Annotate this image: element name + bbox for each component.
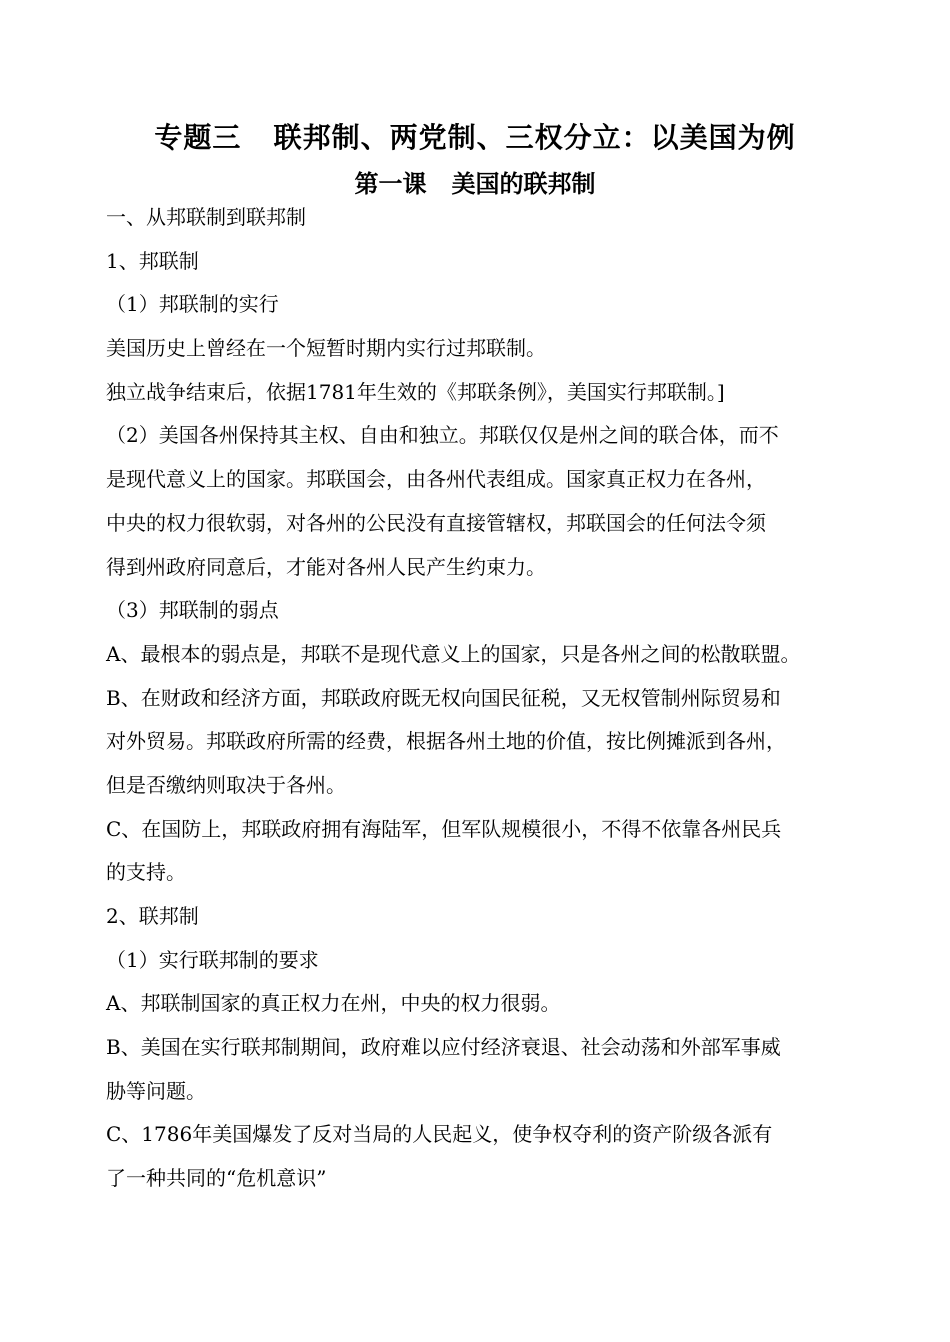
paragraph-line: 独立战争结束后，依据1781年生效的《邦联条例》，美国实行邦联制。] — [106, 379, 725, 404]
paragraph-line: A、最根本的弱点是，邦联不是现代意义上的国家，只是各州之间的松散联盟。 — [106, 641, 801, 666]
paragraph-line: C、在国防上，邦联政府拥有海陆军，但军队规模很小，不得不依靠各州民兵 — [106, 816, 782, 841]
paragraph-line: （2）美国各州保持其主权、自由和独立。邦联仅仅是州之间的联合体，而不 — [106, 423, 779, 448]
paragraph-line: 胁等问题。 — [106, 1078, 206, 1103]
paragraph-line: 是现代意义上的国家。邦联国会，由各州代表组成。国家真正权力在各州， — [106, 467, 766, 492]
subsection-heading: 2、联邦制 — [106, 904, 199, 928]
paragraph-line: 了一种共同的“危机意识” — [106, 1166, 327, 1191]
paragraph-line: 但是否缴纳则取决于各州。 — [106, 772, 346, 797]
paragraph-line: 美国历史上曾经在一个短暂时期内实行过邦联制。 — [106, 336, 546, 361]
item-heading: （1）实行联邦制的要求 — [106, 947, 319, 972]
section-heading: 一、从邦联制到联邦制 — [106, 205, 306, 229]
paragraph-line: 中央的权力很软弱，对各州的公民没有直接管辖权，邦联国会的任何法令须 — [106, 510, 766, 535]
paragraph-line: C、1786年美国爆发了反对当局的人民起义，使争权夺利的资产阶级各派有 — [106, 1122, 773, 1147]
lesson-title: 第一课 美国的联邦制 — [354, 170, 596, 198]
paragraph-line: 对外贸易。邦联政府所需的经费，根据各州土地的价值，按比例摊派到各州， — [106, 729, 786, 754]
paragraph-line: A、邦联制国家的真正权力在州，中央的权力很弱。 — [106, 991, 561, 1016]
document-title: 专题三 联邦制、两党制、三权分立：以美国为例 — [154, 121, 796, 154]
paragraph-line: 的支持。 — [106, 860, 186, 885]
document-body — [106, 196, 866, 1201]
paragraph-line: 得到州政府同意后，才能对各州人民产生约束力。 — [106, 554, 546, 579]
paragraph-line: B、在财政和经济方面，邦联政府既无权向国民征税，又无权管制州际贸易和 — [106, 685, 781, 710]
subsection-heading: 1、邦联制 — [106, 248, 199, 273]
paragraph-line: B、美国在实行联邦制期间，政府难以应付经济衰退、社会动荡和外部军事威 — [106, 1035, 781, 1060]
item-heading: （1）邦联制的实行 — [106, 292, 279, 317]
item-heading: （3）邦联制的弱点 — [106, 598, 279, 623]
